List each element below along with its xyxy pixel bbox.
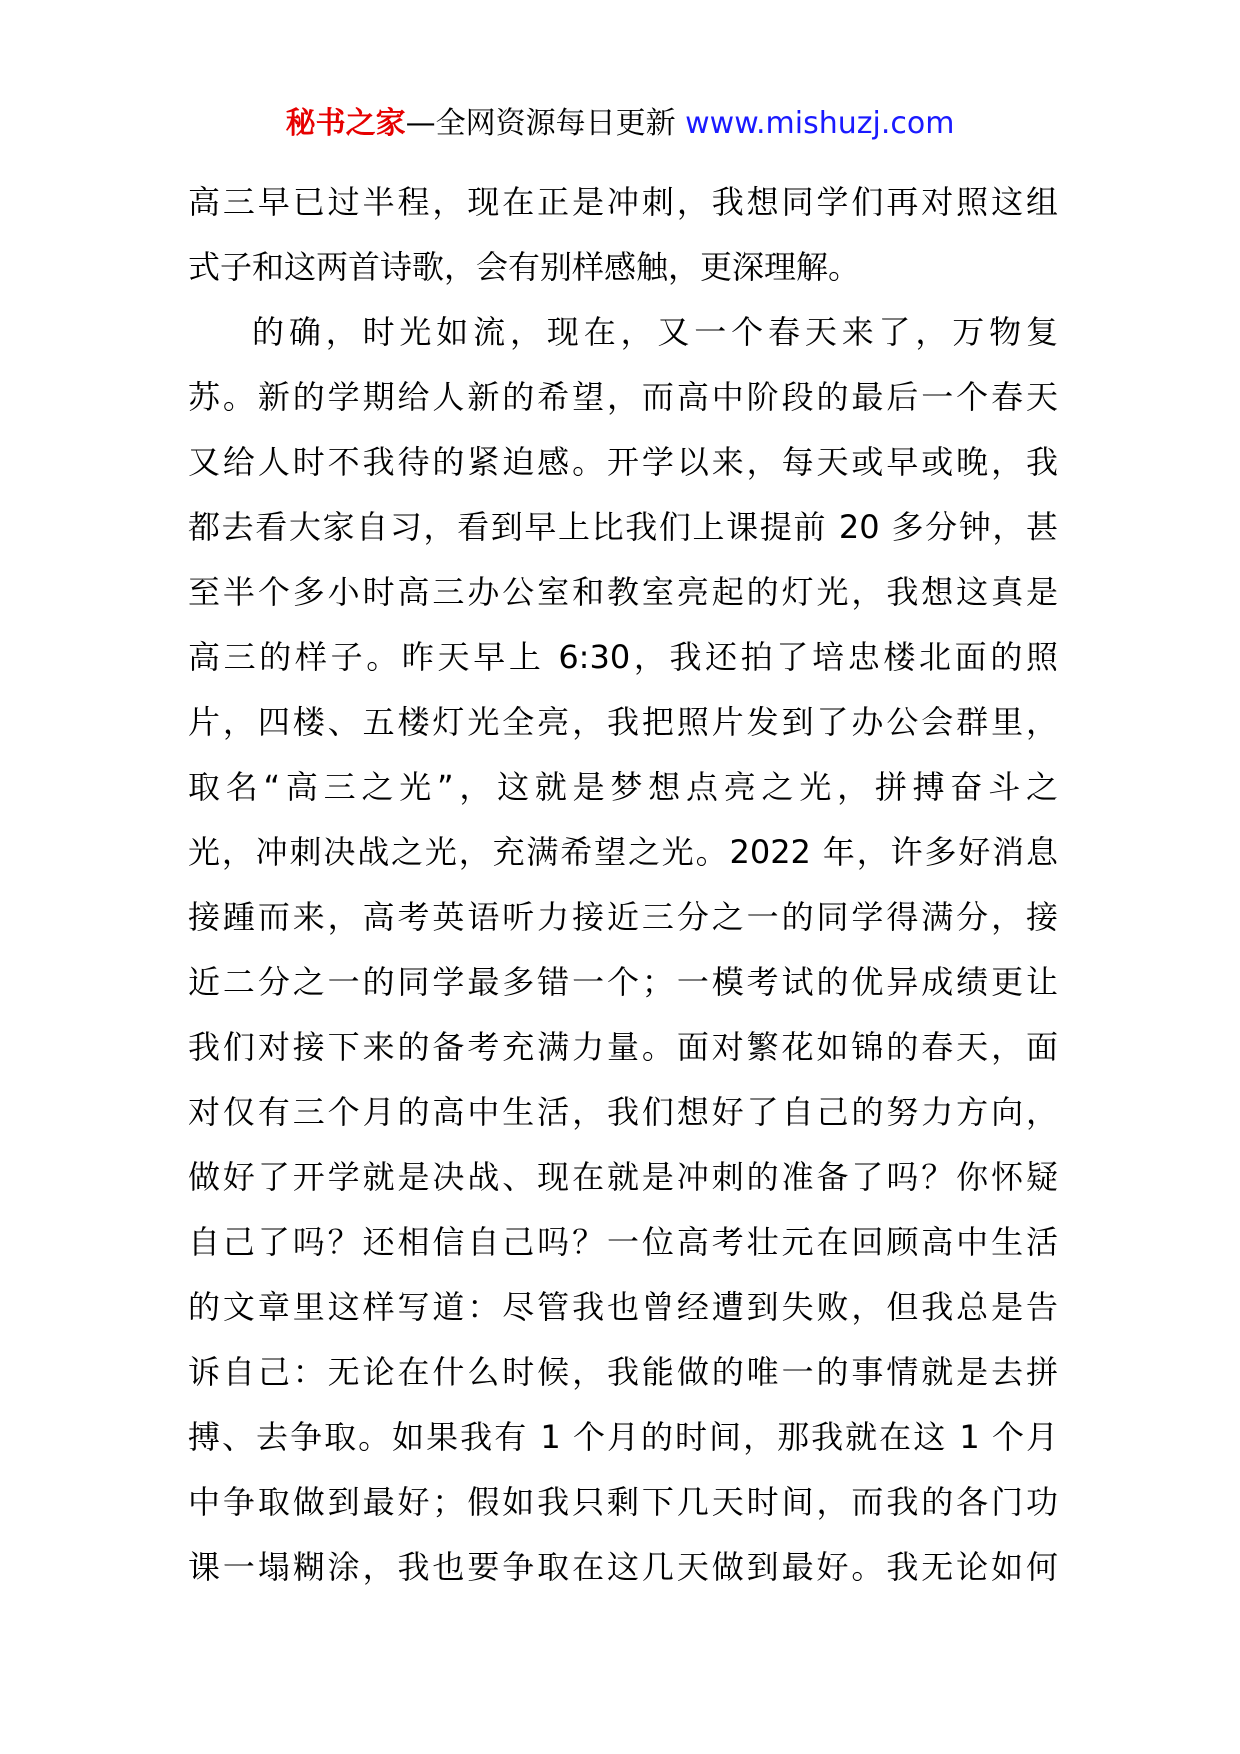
site-url-link[interactable]: www.mishuzj.com	[685, 106, 955, 141]
text-line: 高三早已过半程，现在正是冲刺，我想同学们再对照这组	[188, 183, 1058, 221]
text-line: 课一塌糊涂，我也要争取在这几天做到最好。我无论如何	[188, 1548, 1058, 1586]
text-line: 我们对接下来的备考充满力量。面对繁花如锦的春天，面	[188, 1028, 1058, 1066]
text-line: 搏、去争取。如果我有 1 个月的时间，那我就在这 1 个月	[188, 1418, 1058, 1456]
header-tagline: —全网资源每日更新	[405, 106, 686, 141]
text-line: 的确，时光如流，现在，又一个春天来了，万物复	[252, 313, 1058, 351]
text-line: 中争取做到最好；假如我只剩下几天时间，而我的各门功	[188, 1483, 1058, 1521]
text-line: 光，冲刺决战之光，充满希望之光。2022 年，许多好消息	[188, 833, 1058, 871]
text-line: 至半个多小时高三办公室和教室亮起的灯光，我想这真是	[188, 573, 1058, 611]
text-line: 取名“高三之光”，这就是梦想点亮之光，拼搏奋斗之	[188, 768, 1058, 806]
text-line: 高三的样子。昨天早上 6:30，我还拍了培忠楼北面的照	[188, 638, 1058, 676]
paragraph-1	[188, 170, 1058, 300]
text-line: 接踵而来，高考英语听力接近三分之一的同学得满分，接	[188, 898, 1058, 936]
brand-name: 秘书之家	[285, 106, 406, 141]
text-line: 式子和这两首诗歌，会有别样感触，更深理解。	[188, 248, 861, 286]
paragraph-2	[188, 300, 1058, 1600]
text-line: 自己了吗？还相信自己吗？一位高考壮元在回顾高中生活	[188, 1223, 1058, 1261]
text-line: 对仅有三个月的高中生活，我们想好了自己的努力方向，	[188, 1093, 1058, 1131]
page-header	[0, 104, 1240, 144]
text-line: 诉自己：无论在什么时候，我能做的唯一的事情就是去拼	[188, 1353, 1058, 1391]
text-line: 片，四楼、五楼灯光全亮，我把照片发到了办公会群里，	[188, 703, 1058, 741]
text-line: 的文章里这样写道：尽管我也曾经遭到失败，但我总是告	[188, 1288, 1058, 1326]
text-line: 近二分之一的同学最多错一个；一模考试的优异成绩更让	[188, 963, 1058, 1001]
text-line: 都去看大家自习，看到早上比我们上课提前 20 多分钟，甚	[188, 508, 1058, 546]
document-body	[188, 170, 1058, 1600]
text-line: 又给人时不我待的紧迫感。开学以来，每天或早或晚，我	[188, 443, 1058, 481]
text-line: 做好了开学就是决战、现在就是冲刺的准备了吗？你怀疑	[188, 1158, 1058, 1196]
text-line: 苏。新的学期给人新的希望，而高中阶段的最后一个春天	[188, 378, 1058, 416]
